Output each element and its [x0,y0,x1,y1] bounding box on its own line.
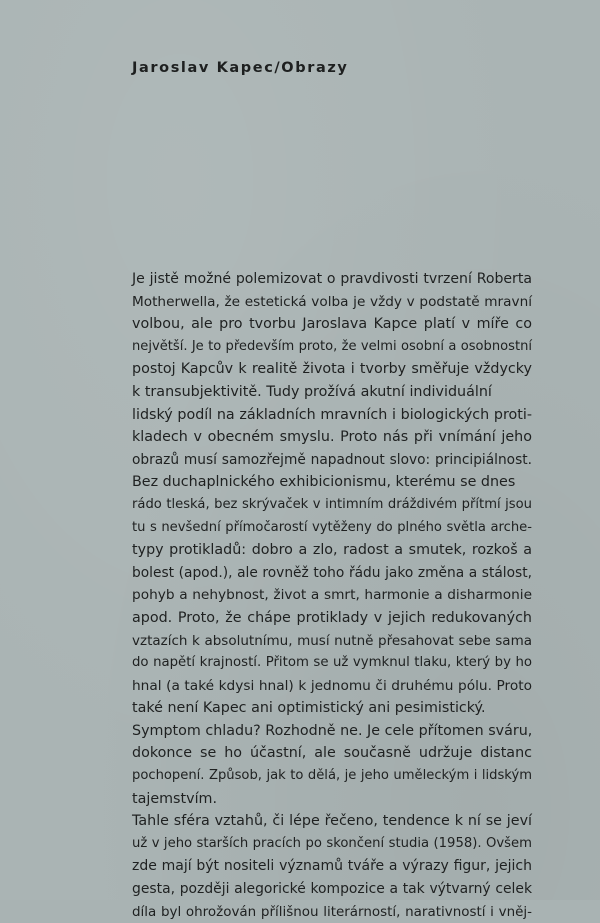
text-line: také není Kapec ani optimistický ani pesimistický. [132,700,486,717]
text-line: vztazích k absolutnímu, musí nutně přesahovat sebe sama [132,632,532,649]
text-line: Symptom chladu? Rozhodně ne. Je cele přítomen sváru, [132,722,533,739]
text-line: gesta, později alegorické kompozice a tak výtvarný celek [132,881,532,898]
text-line: tajemstvím. [132,790,218,807]
text-line: Motherwella, že estetická volba je vždy v podstatě mravní [132,293,532,310]
text-line: díla byl ohrožován přílišnou literárností, narativností i vněj- [132,903,532,920]
body-text [132,268,532,923]
text-line: rádo tleská, bez skrývaček v intimním dráždivém přítmí jsou [132,496,532,512]
text-line: pohyb a nehybnost, život a smrt, harmonie a disharmonie [132,587,532,604]
text-line: Je jistě možné polemizovat o pravdivosti tvrzení Roberta [132,271,532,287]
text-line: Tahle sféra vztahů, či lépe řečeno, tendence k ní se jeví [132,813,532,830]
text-line: Bez duchaplnického exhibicionismu, kterému se dnes [132,474,516,491]
text-line: volbou, ale pro tvorbu Jaroslava Kapce platí v míře co [132,316,532,333]
page-title: Jaroslav Kapec/Obrazy [132,60,349,76]
text-line: největší. Je to především proto, že velmi osobní a osobnostní [132,338,532,354]
text-line: obrazů musí samozřejmě napadnout slovo: principiálnost. [132,451,532,468]
text-line: dokonce se ho účastní, ale současně udržuje distanc [132,745,532,762]
text-line: hnal (a také kdysi hnal) k jednomu či druhému pólu. Proto [132,677,532,694]
text-line: tu s nevšední přímočarostí vytěženy do plného světla arche- [132,519,532,535]
text-line: postoj Kapcův k realitě života i tvorby směřuje vždycky [132,361,532,378]
text-line: do napětí krajností. Přitom se už vymknul tlaku, který by ho [132,655,532,671]
text-line: kladech v obecném smyslu. Proto nás při vnímání jeho [132,429,532,446]
text-line: zde mají být nositeli významů tváře a výrazy figur, jejich [132,858,532,875]
text-line: už v jeho starších pracích po skončení studia (1958). Ovšem [132,835,532,851]
text-line: apod. Proto, že chápe protiklady v jejich redukovaných [132,609,532,626]
text-line: pochopení. Způsob, jak to dělá, je jeho uměleckým i lidským [132,768,532,784]
text-line: lidský podíl na základních mravních i biologických proti- [132,406,532,423]
text-line: k transubjektivitě. Tudy prožívá akutní individuální [132,383,492,400]
text-line: bolest (apod.), ale rovněž toho řádu jako změna a stálost, [132,564,532,581]
text-line: typy protikladů: dobro a zlo, radost a smutek, rozkoš a [132,542,532,559]
